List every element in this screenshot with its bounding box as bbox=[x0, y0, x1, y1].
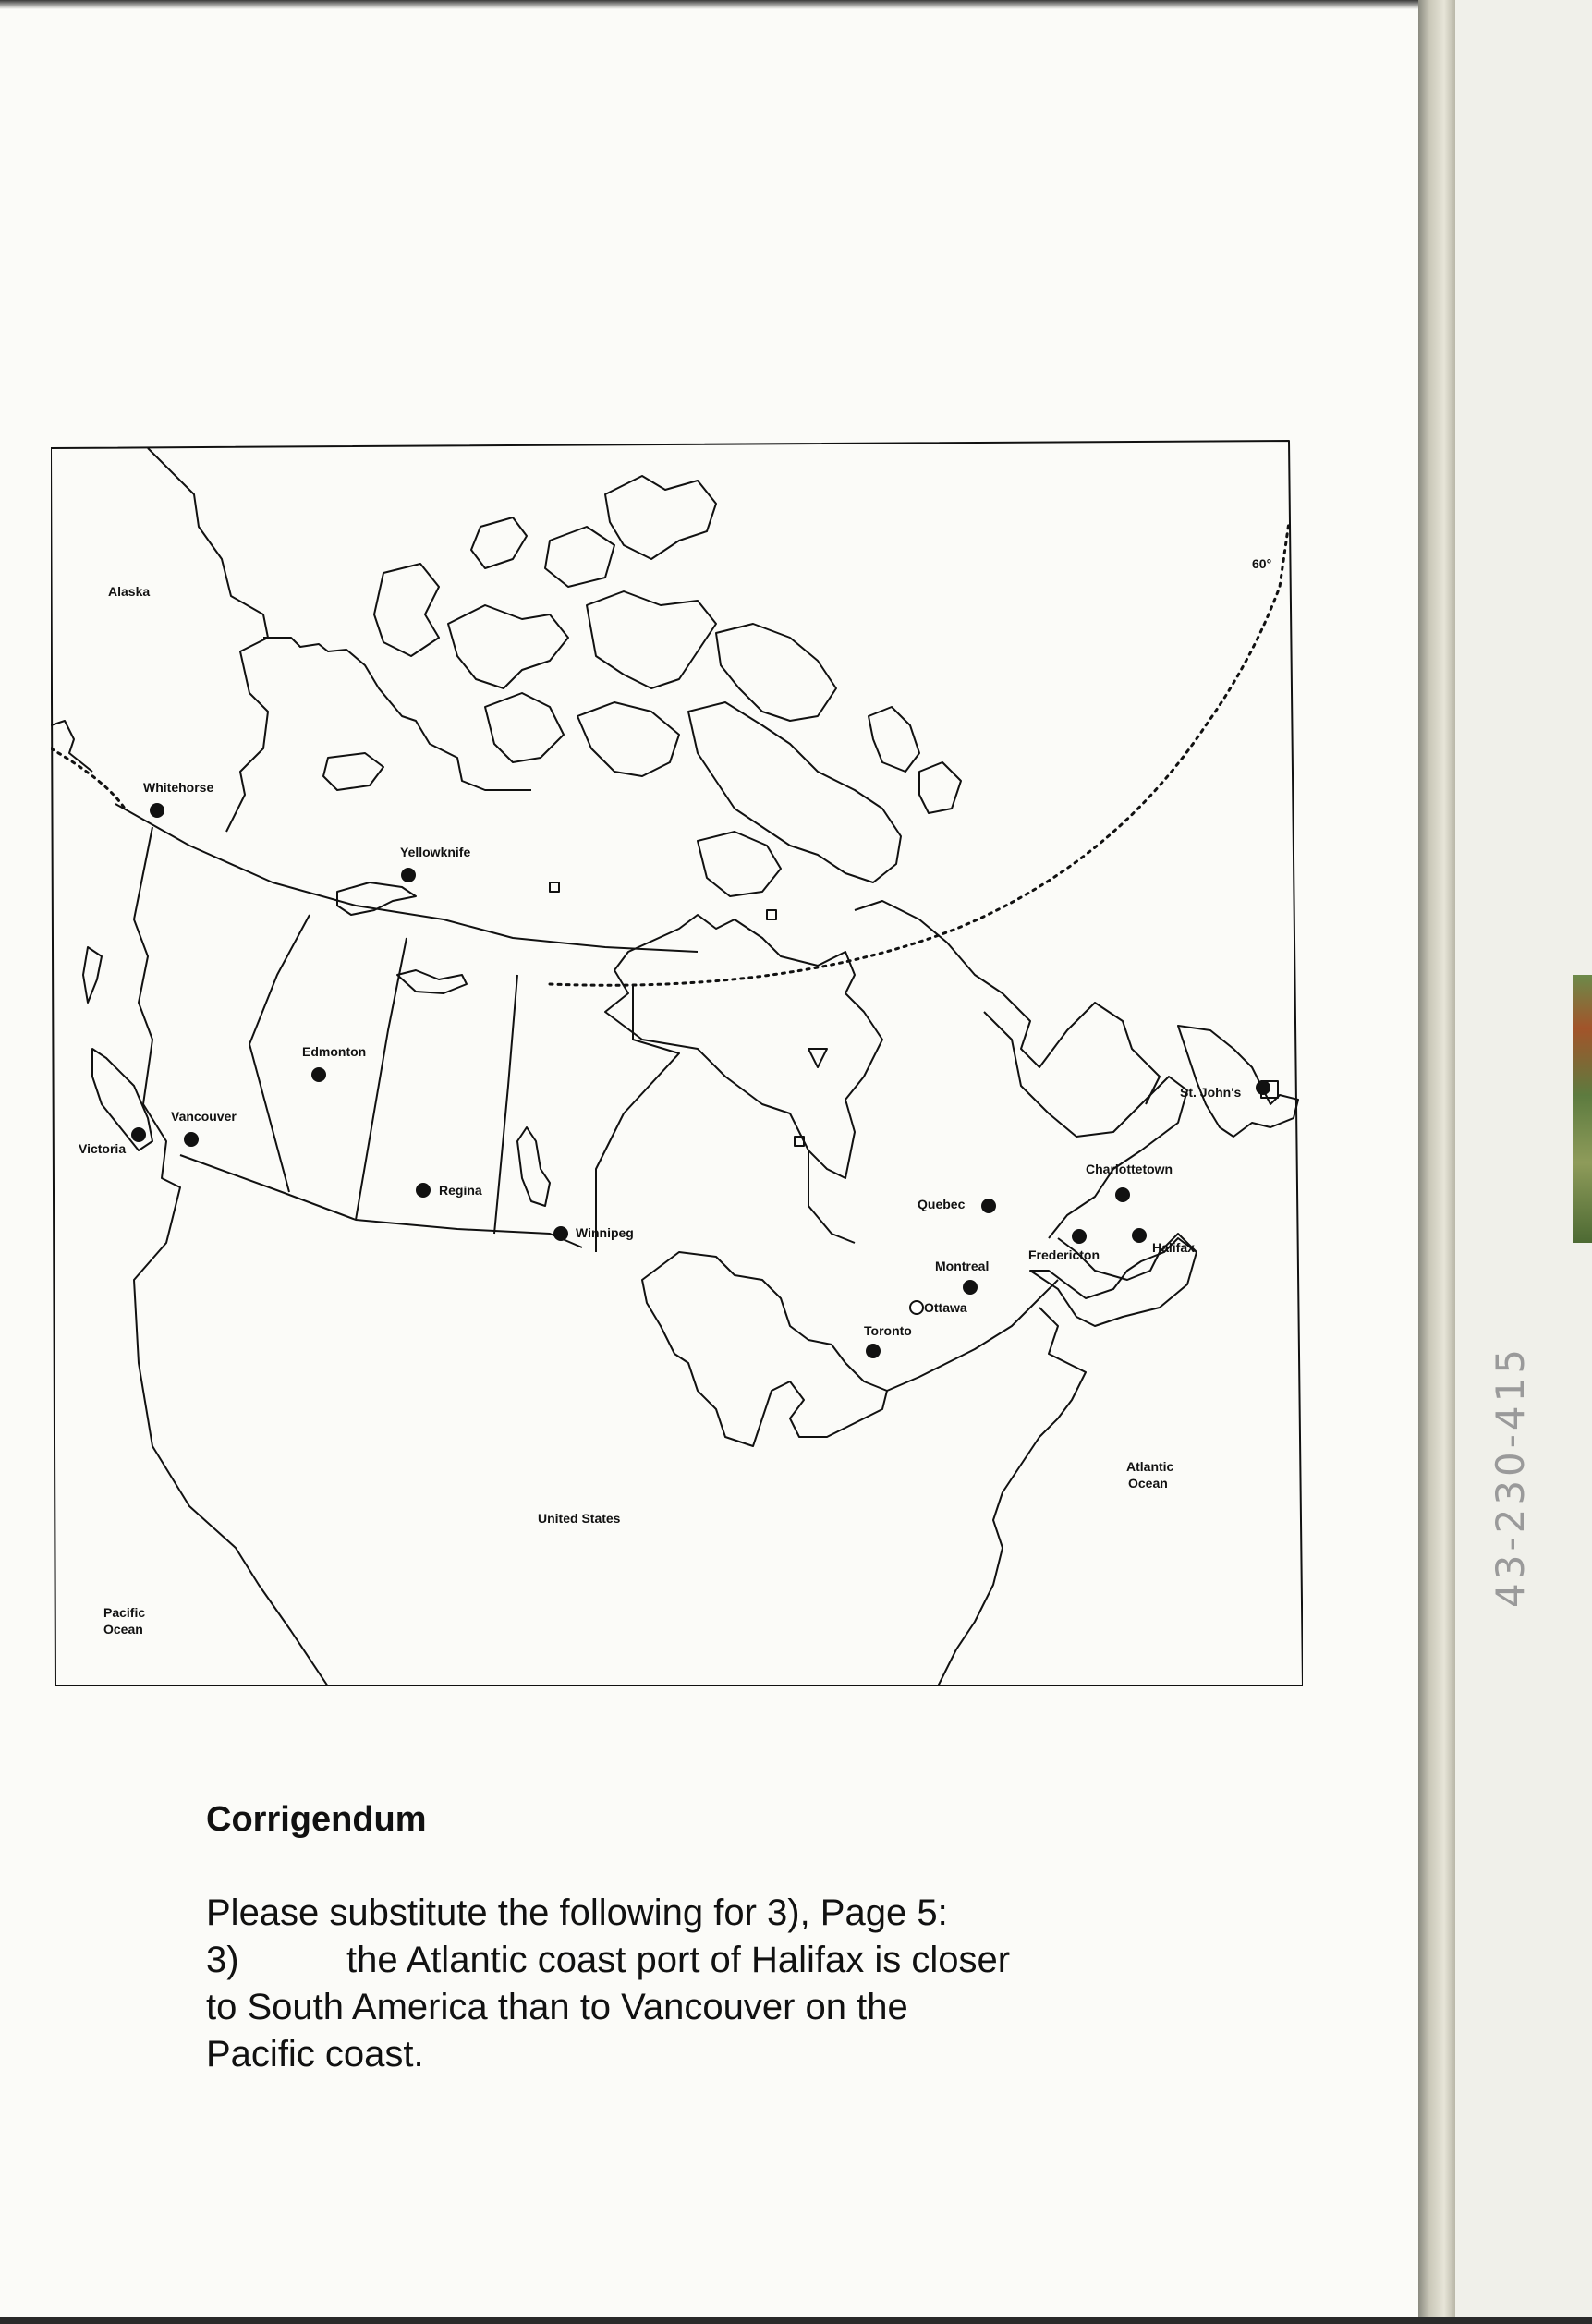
city-dot-victoria bbox=[131, 1127, 146, 1142]
alaska-coast bbox=[51, 721, 92, 772]
map-frame bbox=[51, 441, 1303, 1686]
lake-winnipeg bbox=[517, 1127, 550, 1206]
label-ottawa: Ottawa bbox=[924, 1300, 967, 1315]
label-winnipeg: Winnipeg bbox=[576, 1225, 634, 1240]
arctic-island-3 bbox=[605, 476, 716, 559]
corrigendum-heading: Corrigendum bbox=[206, 1800, 427, 1839]
arctic-island-11 bbox=[919, 762, 961, 813]
label-fredericton: Fredericton bbox=[1028, 1247, 1100, 1262]
bc-alberta-border bbox=[249, 915, 310, 1192]
arctic-island-9 bbox=[577, 702, 679, 776]
bc-coast bbox=[134, 827, 328, 1686]
corrigendum-intro: Please substitute the following for 3), Page 5: bbox=[206, 1892, 948, 1933]
city-dot-vancouver bbox=[184, 1132, 199, 1147]
label-atlantic-ocean-2: Ocean bbox=[1128, 1476, 1168, 1491]
label-toronto: Toronto bbox=[864, 1323, 912, 1338]
label-yellowknife: Yellowknife bbox=[400, 845, 471, 859]
label-pacific-ocean-1: Pacific bbox=[103, 1605, 146, 1620]
city-dot-halifax bbox=[1132, 1228, 1147, 1243]
label-united-states: United States bbox=[538, 1511, 621, 1526]
item-number: 3) bbox=[206, 1940, 239, 1980]
victoria-island-small bbox=[323, 753, 383, 790]
city-dot-quebec bbox=[981, 1199, 996, 1213]
city-dot-edmonton bbox=[311, 1067, 326, 1082]
city-dot-fredericton bbox=[1072, 1229, 1087, 1244]
city-dot-winnipeg bbox=[553, 1226, 568, 1241]
label-charlottetown: Charlottetown bbox=[1086, 1162, 1173, 1176]
southampton-island bbox=[698, 832, 781, 896]
st-lawrence bbox=[887, 1280, 1058, 1391]
city-dot-yellowknife bbox=[401, 868, 416, 882]
handwritten-margin-note: 43-230-415 bbox=[1488, 1345, 1533, 1608]
arctic-coast bbox=[263, 638, 531, 790]
arctic-island-2 bbox=[545, 527, 614, 587]
small-lake-3 bbox=[767, 910, 776, 919]
corrigendum-line-2: to South America than to Vancouver on the bbox=[206, 1987, 908, 2027]
manitoba-ontario-border bbox=[596, 984, 679, 1252]
labrador-coast bbox=[984, 1012, 1187, 1238]
city-dot-regina bbox=[416, 1183, 431, 1198]
city-dot-toronto bbox=[866, 1344, 881, 1358]
canada-map-svg bbox=[51, 439, 1303, 1686]
scan-bottom-edge bbox=[0, 2317, 1592, 2324]
city-dot-st-johns bbox=[1256, 1080, 1270, 1095]
label-sixty-degrees: 60° bbox=[1252, 556, 1272, 571]
haida-gwaii bbox=[83, 947, 102, 1003]
arctic-island-6 bbox=[587, 591, 716, 688]
label-pacific-ocean-2: Ocean bbox=[103, 1622, 143, 1637]
newfoundland bbox=[1178, 1026, 1298, 1137]
great-lakes bbox=[642, 1252, 887, 1446]
great-slave-lake bbox=[337, 882, 416, 915]
label-alaska: Alaska bbox=[108, 584, 151, 599]
small-lake-1 bbox=[808, 1049, 827, 1067]
label-vancouver: Vancouver bbox=[171, 1109, 237, 1124]
us-east-coast bbox=[938, 1308, 1086, 1686]
great-bear-lake bbox=[397, 970, 467, 993]
label-regina: Regina bbox=[439, 1183, 482, 1198]
baffin-island bbox=[688, 702, 901, 882]
city-dot-whitehorse bbox=[150, 803, 164, 818]
page-binding-fold bbox=[1418, 0, 1455, 2324]
arctic-island-10 bbox=[869, 707, 919, 772]
corrigendum-text bbox=[206, 1890, 1222, 2078]
label-st-johns: St. John's bbox=[1180, 1085, 1242, 1100]
label-quebec: Quebec bbox=[918, 1197, 966, 1211]
label-atlantic-ocean-1: Atlantic bbox=[1126, 1459, 1174, 1474]
canada-map bbox=[51, 439, 1303, 1686]
adjacent-page bbox=[1455, 0, 1592, 2324]
city-dot-montreal bbox=[963, 1280, 978, 1295]
label-victoria: Victoria bbox=[79, 1141, 127, 1156]
arctic-island-5 bbox=[448, 605, 568, 688]
city-dot-ottawa bbox=[910, 1301, 923, 1314]
sixty-parallel-arc bbox=[51, 522, 1289, 985]
small-lake-2 bbox=[550, 882, 559, 892]
label-montreal: Montreal bbox=[935, 1259, 990, 1273]
label-halifax: Halifax bbox=[1152, 1240, 1195, 1255]
hudson-strait bbox=[855, 901, 1160, 1104]
city-dot-charlottetown bbox=[1115, 1187, 1130, 1202]
arctic-island-1 bbox=[471, 517, 527, 568]
corrigendum-line-1: the Atlantic coast port of Halifax is closer bbox=[346, 1940, 1011, 1980]
corrigendum-item-line-1 bbox=[206, 1937, 1222, 1984]
arctic-island-4 bbox=[374, 564, 439, 656]
arctic-island-7 bbox=[716, 624, 836, 721]
label-whitehorse: Whitehorse bbox=[143, 780, 214, 795]
scan-edge bbox=[0, 0, 1423, 9]
arctic-island-8 bbox=[485, 693, 564, 762]
sask-manitoba-border bbox=[494, 975, 517, 1234]
alaska-border bbox=[148, 448, 268, 832]
alberta-sask-border bbox=[356, 938, 407, 1220]
adjacent-photo-edge bbox=[1573, 975, 1592, 1243]
corrigendum-line-3: Pacific coast. bbox=[206, 2034, 424, 2075]
label-edmonton: Edmonton bbox=[302, 1044, 367, 1059]
hudson-bay bbox=[605, 915, 882, 1178]
